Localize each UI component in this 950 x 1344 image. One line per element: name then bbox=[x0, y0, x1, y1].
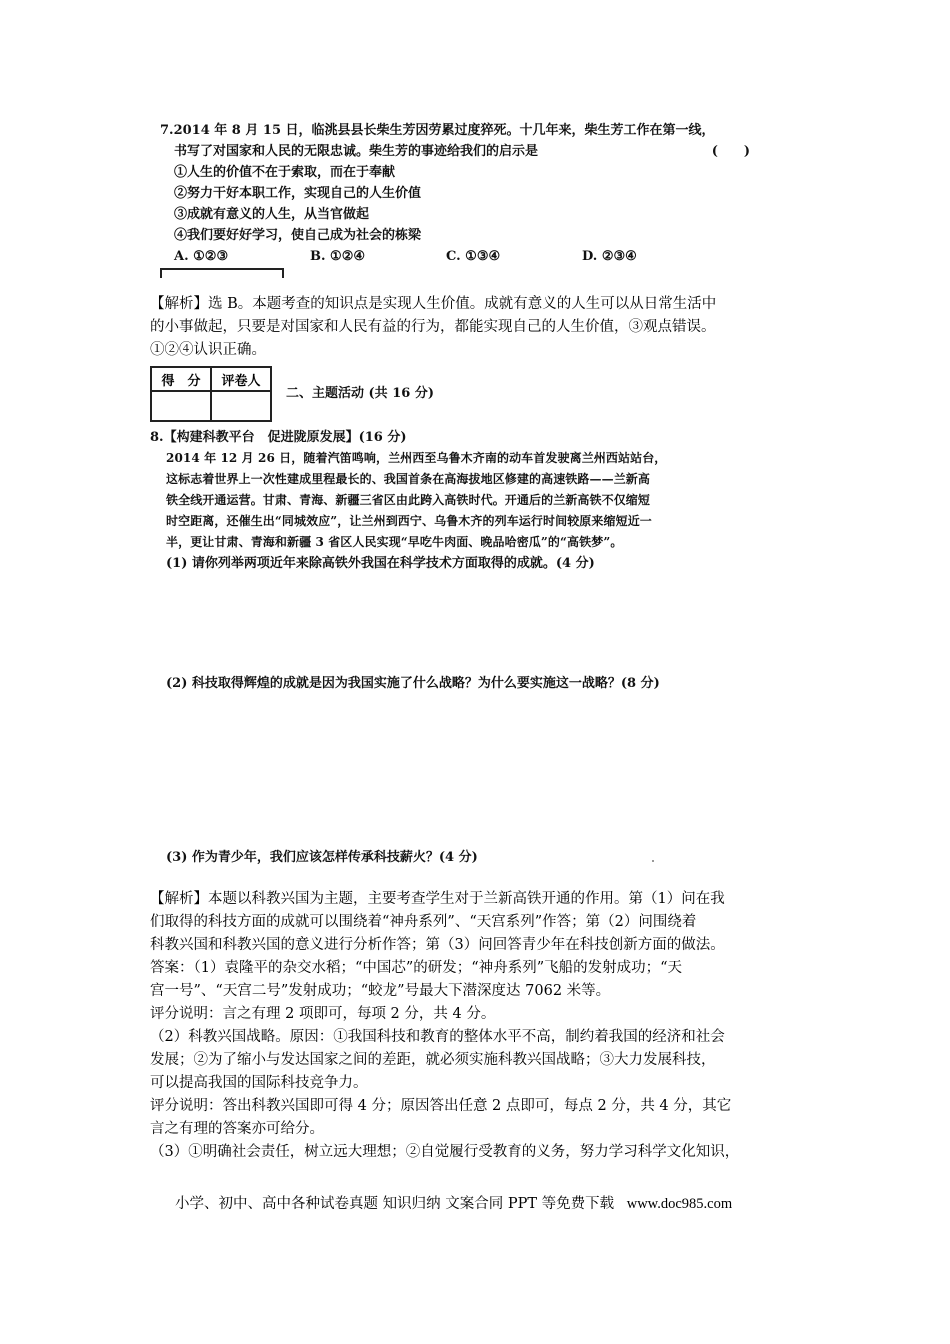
grader-header: 评卷人 bbox=[211, 367, 271, 391]
q8-para-line-4: 时空距离，还催生出“同城效应”，让兰州到西宁、乌鲁木齐的列车运行时间较原来缩短近一 bbox=[166, 514, 652, 528]
q7-options bbox=[160, 246, 780, 267]
q8-para-line-1: 2014 年 12 月 26 日，随着汽笛鸣响，兰州西至乌鲁木齐南的动车首发驶离兰州西站站台， bbox=[166, 451, 667, 465]
q7-option-d: D. ②③④ bbox=[582, 249, 637, 264]
q8-title: 8.【构建科教平台 促进陇原发展】(16 分) bbox=[150, 430, 407, 445]
q7-item-3: ③成就有意义的人生，从当官做起 bbox=[174, 207, 370, 222]
q8-para-line-3: 铁全线开通运营。甘肃、青海、新疆三省区由此跨入高铁时代。开通后的兰新高铁不仅缩短 bbox=[166, 493, 651, 507]
score-header: 得 分 bbox=[151, 367, 211, 391]
q7-item-1: ①人生的价值不在于索取，而在于奉献 bbox=[174, 165, 396, 180]
analysis-q7-line-2: 的小事做起，只要是对国家和人民有益的行为，都能实现自己的人生价值，③观点错误。 bbox=[150, 319, 716, 335]
q8-sub-question-2: (2) 科技取得辉煌的成就是因为我国实施了什么战略？为什么要实施这一战略？(8 分) bbox=[166, 676, 660, 691]
analysis-q8-line-12: （3）①明确社会责任，树立远大理想；②自觉履行受教育的义务，努力学习科学文化知识， bbox=[150, 1144, 740, 1160]
score-table bbox=[150, 366, 272, 422]
scan-bracket-mark bbox=[160, 268, 284, 278]
analysis-q8 bbox=[150, 888, 810, 1164]
analysis-q8-line-10: 评分说明：答出科教兴国即可得 4 分；原因答出任意 2 点即可，每点 2 分，共 4 分，其它 bbox=[150, 1098, 732, 1114]
question-7 bbox=[160, 120, 780, 267]
page-footer bbox=[175, 1192, 732, 1213]
q7-option-b: B. ①②④ bbox=[310, 249, 366, 264]
analysis-q8-line-5: 宫一号”、“天宫二号”发射成功；“蛟龙”号最大下潜深度达 7062 米等。 bbox=[150, 983, 611, 999]
footer-url[interactable]: www.doc985.com bbox=[626, 1196, 733, 1212]
analysis-q8-line-6: 评分说明：言之有理 2 项即可，每项 2 分，共 4 分。 bbox=[150, 1006, 496, 1022]
analysis-q8-line-11: 言之有理的答案亦可给分。 bbox=[150, 1121, 324, 1137]
analysis-q8-line-2: 们取得的科技方面的成就可以围绕着“神舟系列”、“天宫系列”作答；第（2）问围绕着 bbox=[150, 914, 697, 930]
analysis-q7 bbox=[150, 293, 810, 362]
footer-text: 小学、初中、高中各种试卷真题 知识归纳 文案合同 PPT 等免费下载 bbox=[175, 1196, 615, 1212]
q7-item-4: ④我们要好好学习，使自己成为社会的栋梁 bbox=[174, 228, 422, 243]
score-cell bbox=[151, 391, 211, 421]
analysis-q7-line-1: 【解析】选 B。本题考查的知识点是实现人生价值。成就有意义的人生可以从日常生活中 bbox=[150, 296, 717, 312]
scan-speck bbox=[652, 860, 654, 862]
q8-para-line-2: 这标志着世界上一次性建成里程最长的、我国首条在高海拔地区修建的高速铁路——兰新高 bbox=[166, 472, 651, 486]
section-2-title: 二、主题活动 (共 16 分) bbox=[286, 386, 434, 401]
question-8 bbox=[150, 427, 790, 574]
analysis-q8-line-9: 可以提高我国的国际科技竞争力。 bbox=[150, 1075, 368, 1091]
q7-answer-paren: ( ) bbox=[711, 144, 750, 159]
q7-option-c: C. ①③④ bbox=[446, 249, 501, 264]
q7-stem-line-2: 书写了对国家和人民的无限忠诚。柴生芳的事迹给我们的启示是 bbox=[174, 144, 539, 159]
analysis-q8-line-8: 发展；②为了缩小与发达国家之间的差距，就必须实施科教兴国战略；③大力发展科技， bbox=[150, 1052, 716, 1068]
analysis-q8-line-1: 【解析】本题以科教兴国为主题，主要考查学生对于兰新高铁开通的作用。第（1）问在我 bbox=[150, 891, 725, 907]
analysis-q8-line-7: （2）科教兴国战略。原因：①我国科技和教育的整体水平不高，制约着我国的经济和社会 bbox=[150, 1029, 725, 1045]
q7-option-a: A. ①②③ bbox=[174, 249, 229, 264]
analysis-q8-line-3: 科教兴国和科教兴国的意义进行分析作答；第（3）问回答青少年在科技创新方面的做法。 bbox=[150, 937, 725, 953]
q8-sub-question-3: (3) 作为青少年，我们应该怎样传承科技薪火？(4 分) bbox=[166, 850, 478, 865]
analysis-q8-line-4: 答案：（1）袁隆平的杂交水稻；“中国芯”的研发；“神舟系列”飞船的发射成功；“天 bbox=[150, 960, 683, 976]
grader-cell bbox=[211, 391, 271, 421]
q8-sub-question-1: (1) 请你列举两项近年来除高铁外我国在科学技术方面取得的成就。(4 分) bbox=[166, 556, 595, 571]
q8-para-line-5: 半，更让甘肃、青海和新疆 3 省区人民实现“早吃牛肉面、晚品哈密瓜”的“高铁梦”。 bbox=[166, 535, 623, 549]
q7-stem-line-1: 7.2014 年 8 月 15 日，临洮县县长柴生芳因劳累过度猝死。十几年来，柴生芳工作在第一线， bbox=[160, 123, 715, 138]
q7-item-2: ②努力干好本职工作，实现自己的人生价值 bbox=[174, 186, 422, 201]
analysis-q7-line-3: ①②④认识正确。 bbox=[150, 342, 266, 358]
